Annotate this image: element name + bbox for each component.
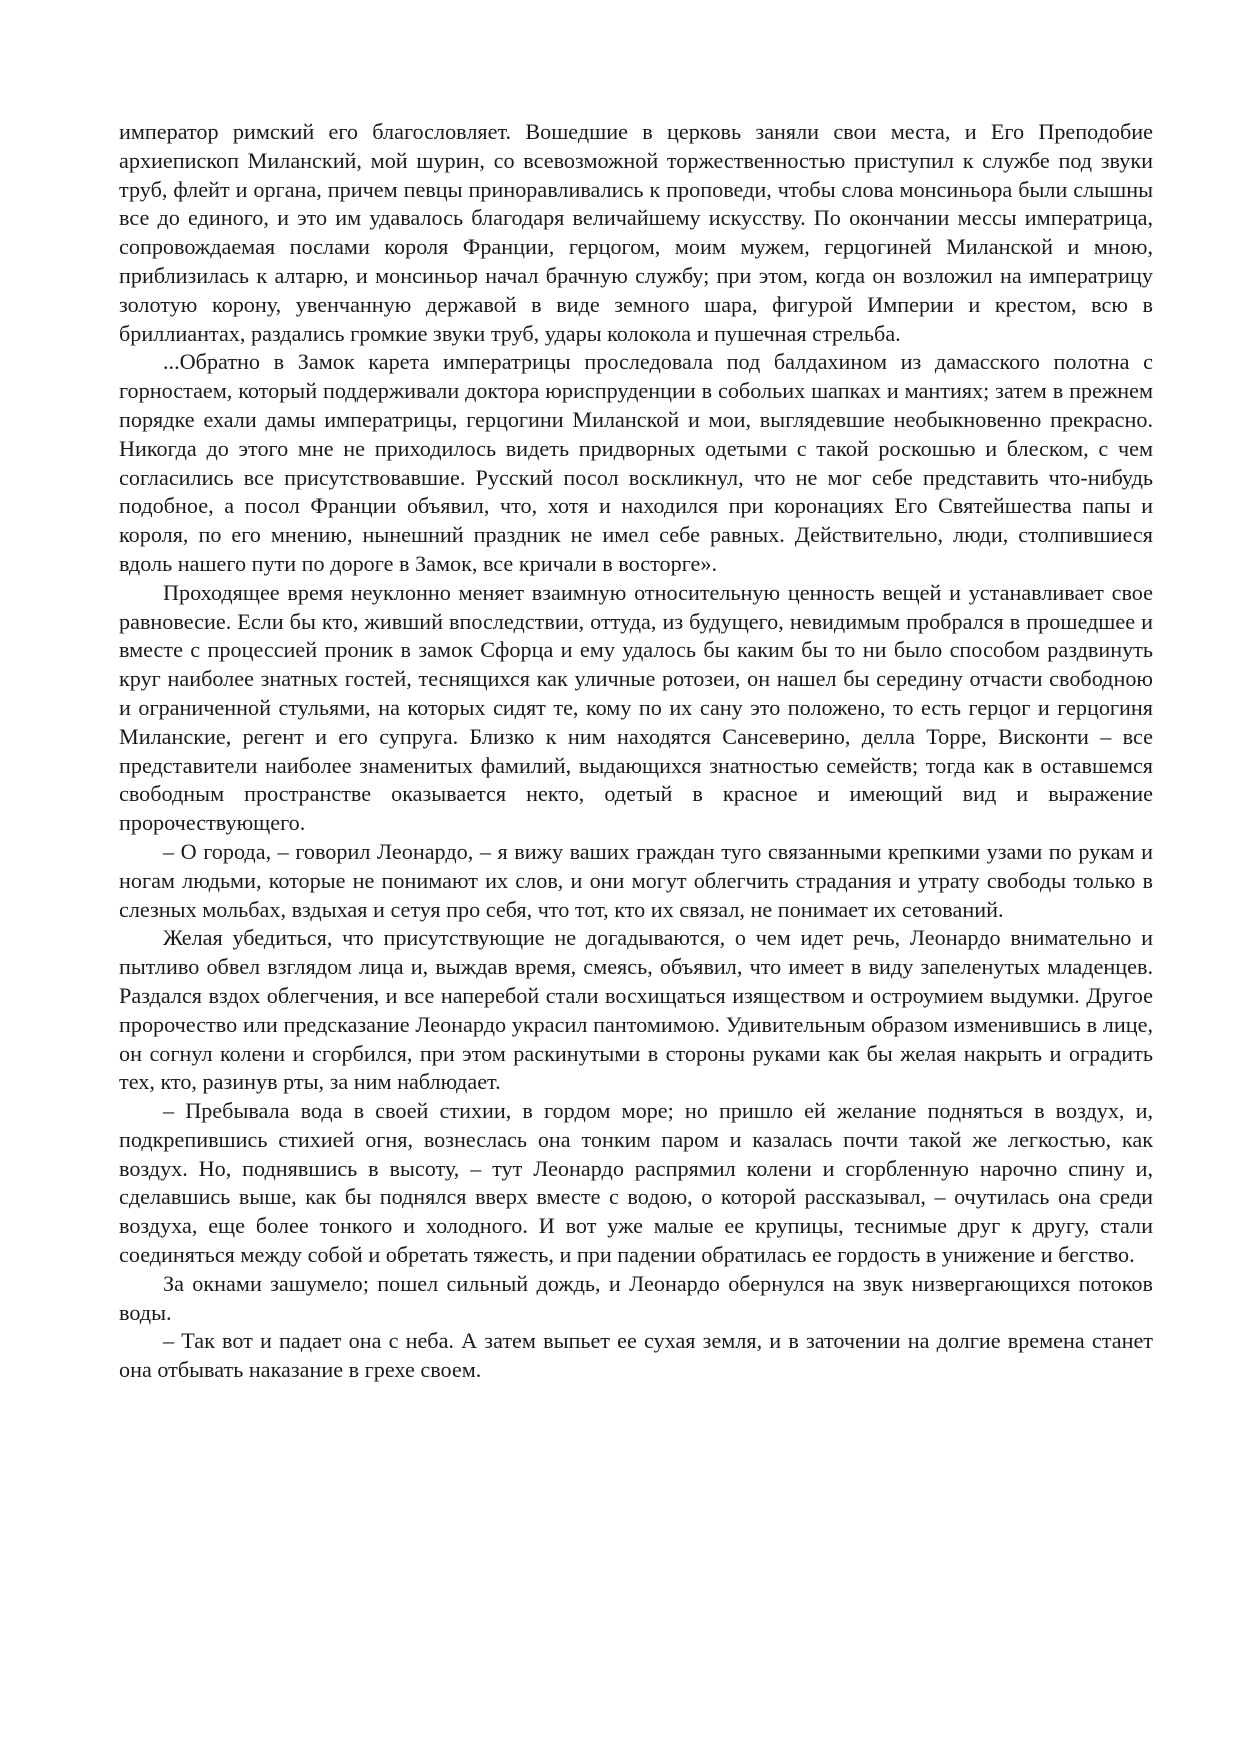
paragraph-5: Желая убедиться, что присутствующие не догадываются, о чем идет речь, Леонардо внимательно и пытливо обвел взглядом лица и, выждав время, смеясь, объявил, что имеет в виду запеленутых младенцев. Раздался вздох облегчения, и все наперебой стали восхищаться изяществом и остроумием выдумки. Другое пророчество или предсказание Леонардо украсил пантомимою. Удивительным образом изменившись в лице, он согнул колени и сгорбился, при этом раскинутыми в стороны руками как бы желая накрыть и оградить тех, кто, разинув рты, за ним наблюдает. [119,925,1153,1095]
paragraph-3: Проходящее время неуклонно меняет взаимную относительную ценность вещей и устанавливает свое равновесие. Если бы кто, живший впоследствии, оттуда, из будущего, невидимым пробрался в прошедшее и вместе с процессией проник в замок Сфорца и ему удалось бы каким бы то ни было способом раздвинуть круг наиболее знатных гостей, теснящихся как уличные ротозеи, он нашел бы середину отчасти свободною и ограниченной стульями, на которых сидят те, кому по их сану это положено, то есть герцог и герцогиня Миланские, регент и его супруга. Близко к ним находятся Сансеверино, делла Торре, Висконти – все представители наиболее знаменитых фамилий, выдающихся знатностью семейств; тогда как в оставшемся свободным пространстве оказывается некто, одетый в красное и имеющий вид и выражение пророчествующего. [119,579,1153,836]
paragraph-1: император римский его благословляет. Вошедшие в церковь заняли свои места, и Его Преподобие архиепископ Миланский, мой шурин, со всевозможной торжественностью приступил к службе под звуки труб, флейт и органа, причем певцы приноравливались к проповеди, чтобы слова монсиньора были слышны все до единого, и это им удавалось благодаря величайшему искусству. По окончании мессы императрица, сопровождаемая послами короля Франции, герцогом, моим мужем, герцогиней Миланской и мною, приблизилась к алтарю, и монсиньор начал брачную службу; при этом, когда он возложил на императрицу золотую корону, увенчанную державой в виде земного шара, фигурой Империи и крестом, всю в бриллиантах, раздались громкие звуки труб, удары колокола и пушечная стрельба. [119,119,1153,346]
paragraph-8: – Так вот и падает она с неба. А затем выпьет ее сухая земля, и в заточении на долгие времена станет она отбывать наказание в грехе своем. [119,1328,1153,1383]
page-body [119,118,1153,1385]
paragraph-7: За окнами зашумело; пошел сильный дождь, и Леонардо обернулся на звук низвергающихся потоков воды. [119,1270,1153,1325]
paragraph-6: – Пребывала вода в своей стихии, в гордом море; но пришло ей желание подняться в воздух, и, подкрепившись стихией огня, вознеслась она тонким паром и казалась почти такой же легкостью, как воздух. Но, поднявшись в высоту, – тут Леонардо распрямил колени и сгорбленную нарочно спину и, сделавшись выше, как бы поднялся вверх вместе с водою, о которой рассказывал, – очутилась она среди воздуха, еще более тонкого и холодного. И вот уже малые ее крупицы, теснимые друг к другу, стали соединяться между собой и обретать тяжесть, и при падении обратилась ее гордость в унижение и бегство. [119,1098,1153,1268]
paragraph-4: – О города, – говорил Леонардо, – я вижу ваших граждан туго связанными крепкими узами по рукам и ногам людьми, которые не понимают их слов, и они могут облегчить страдания и утрату свободы только в слезных мольбах, вздыхая и сетуя про себя, что тот, кто их связал, не понимает их сетований. [119,838,1153,922]
paragraph-2: ...Обратно в Замок карета императрицы проследовала под балдахином из дамасского полотна с горностаем, который поддерживали доктора юриспруденции в собольих шапках и мантиях; затем в прежнем порядке ехали дамы императрицы, герцогини Миланской и мои, выглядевшие необыкновенно прекрасно. Никогда до этого мне не приходилось видеть придворных одетыми с такой роскошью и блеском, с чем согласились все присутствовавшие. Русский посол воскликнул, что не мог себе представить что-нибудь подобное, а посол Франции объявил, что, хотя и находился при коронациях Его Святейшества папы и короля, по его мнению, нынешний праздник не имел себе равных. Действительно, люди, столпившиеся вдоль нашего пути по дороге в Замок, все кричали в восторге». [119,349,1153,576]
